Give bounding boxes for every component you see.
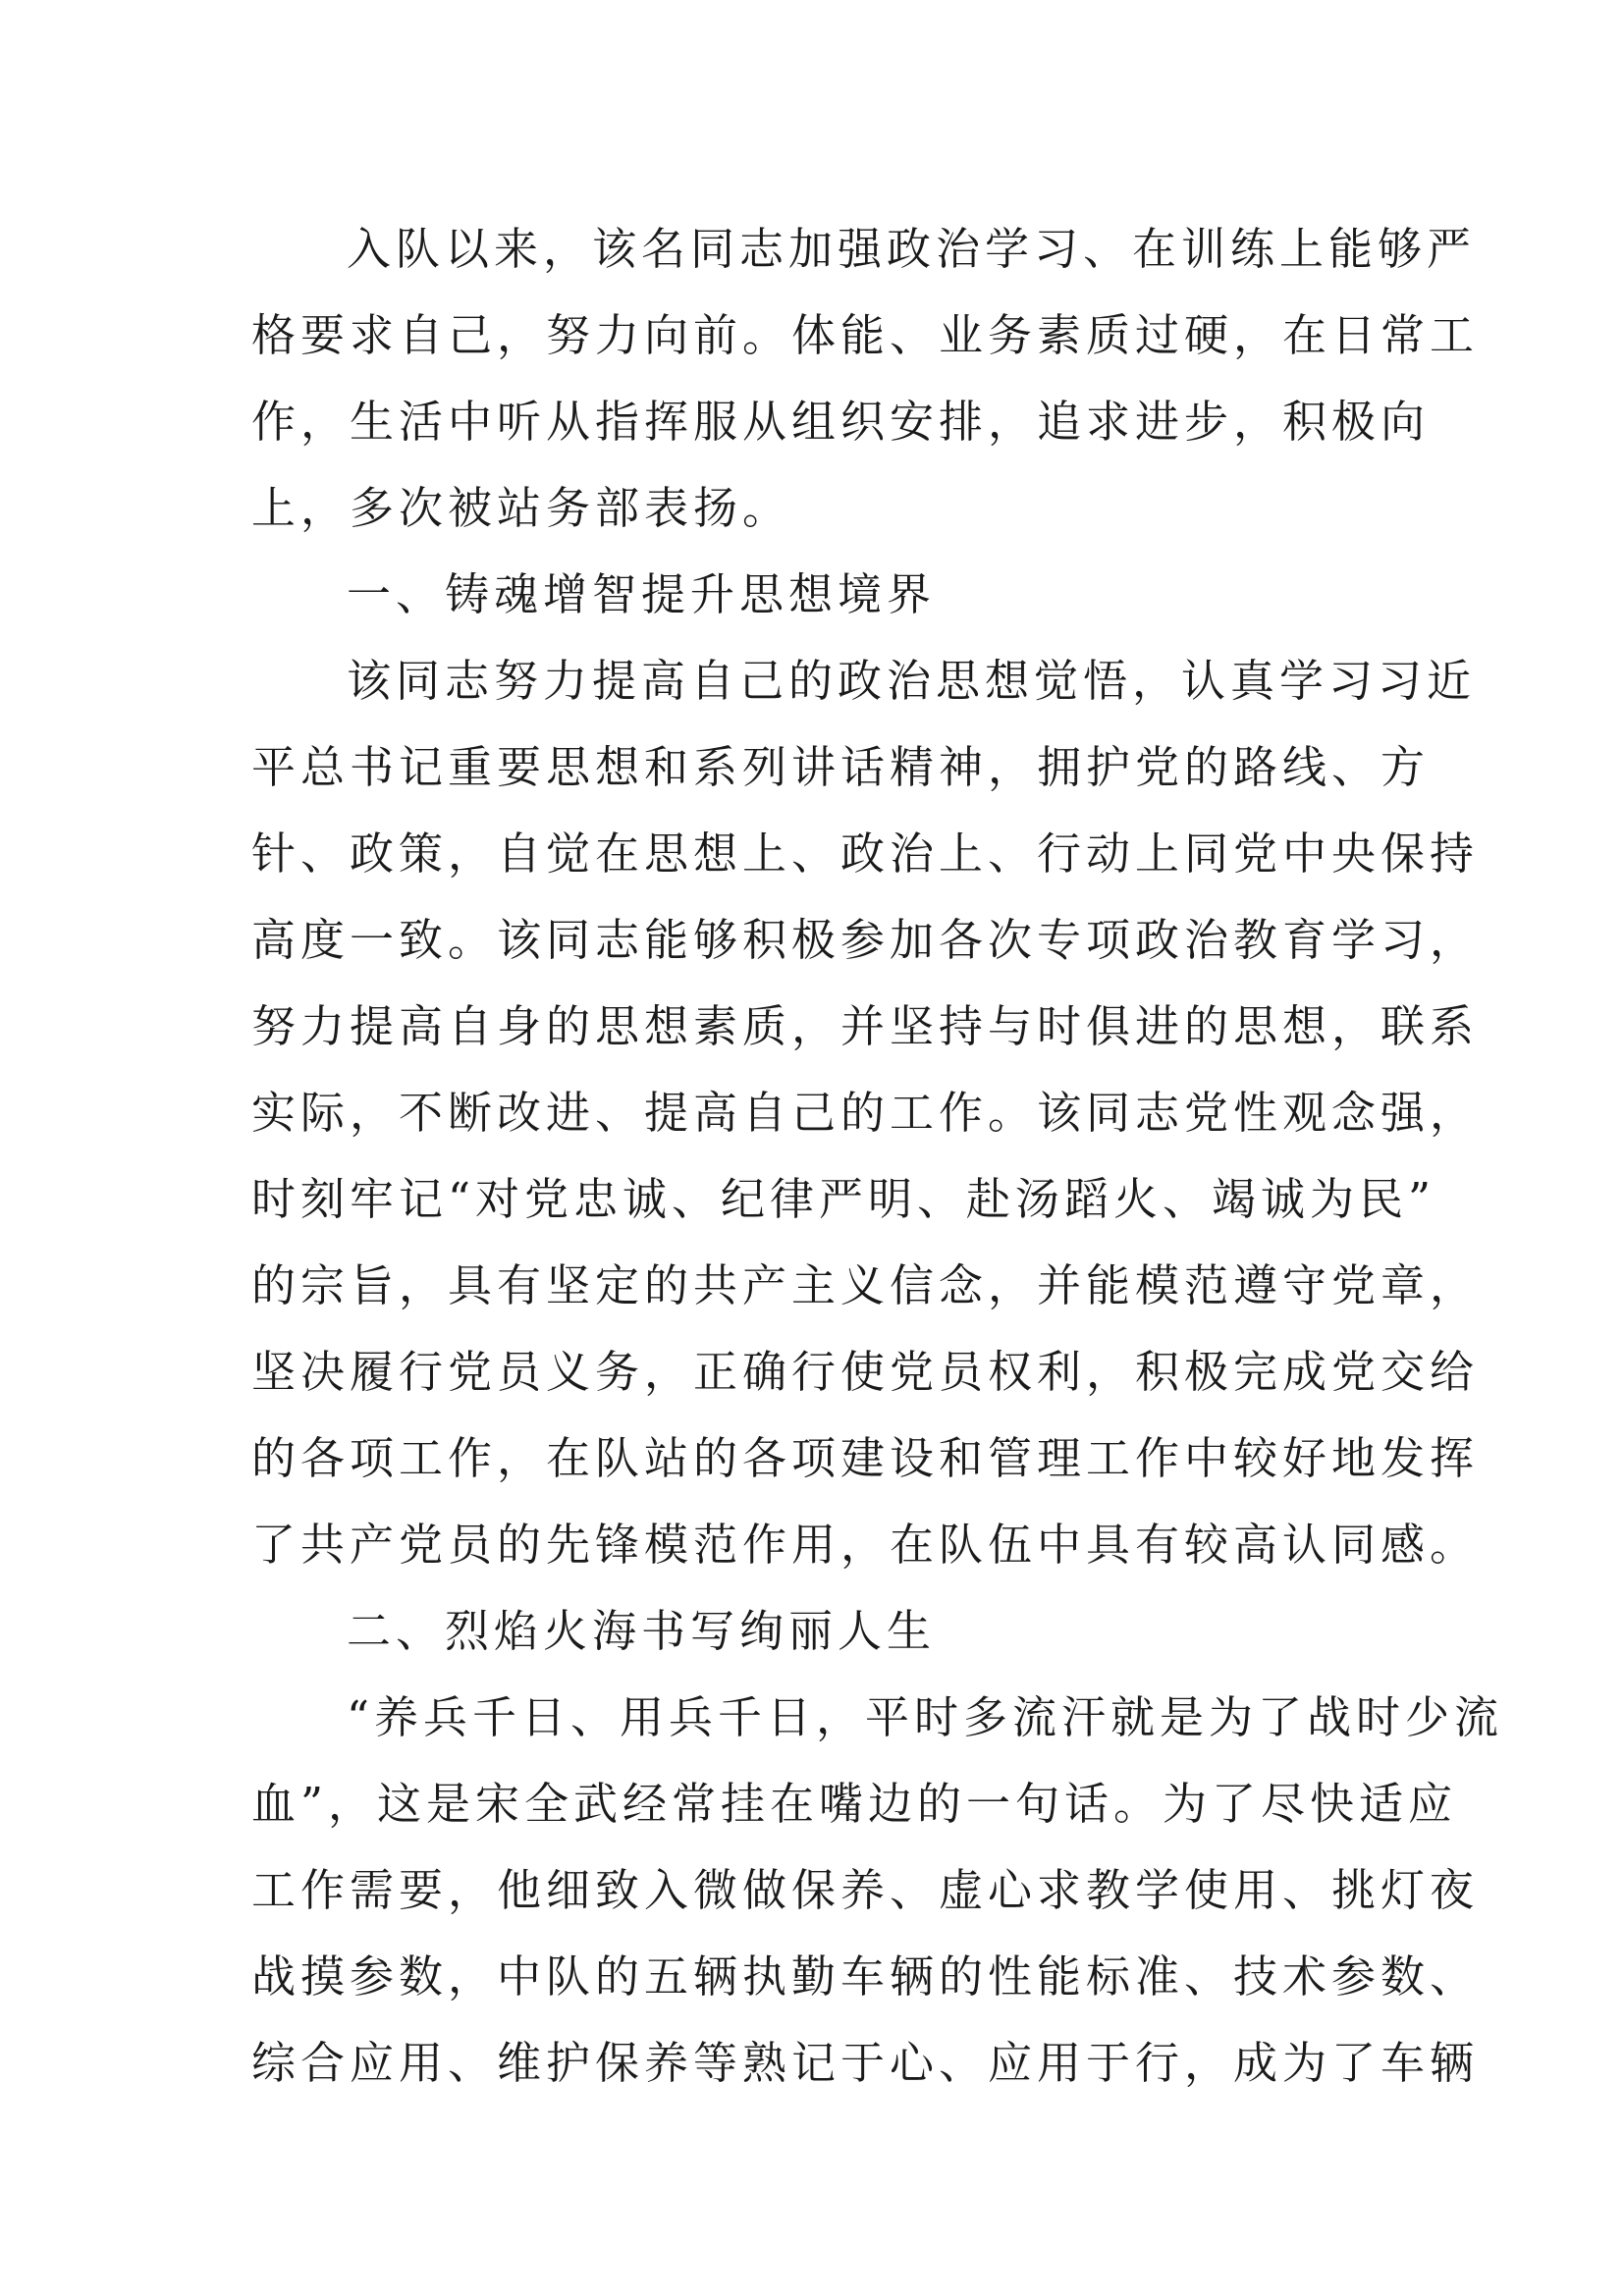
paragraph-2-line-2: 平总书记重要思想和系列讲话精神，拥护党的路线、方 xyxy=(251,741,1431,793)
paragraph-1-line-3: 作，生活中听从指挥服从组织安排，追求进步，积极向 xyxy=(251,396,1431,448)
paragraph-2-line-4: 高度一致。该同志能够积极参加各次专项政治教育学习， xyxy=(251,914,1480,966)
paragraph-3-line-5: 综合应用、维护保养等熟记于心、应用于行，成为了车辆 xyxy=(251,2037,1480,2089)
paragraph-2-line-7: 时刻牢记“对党忠诚、纪律严明、赴汤蹈火、竭诚为民” xyxy=(251,1173,1436,1225)
paragraph-1-line-4: 上，多次被站务部表扬。 xyxy=(251,482,792,534)
paragraph-3-line-3: 工作需要，他细致入微做保养、虚心求教学使用、挑灯夜 xyxy=(251,1864,1480,1916)
paragraph-2-line-8: 的宗旨，具有坚定的共产主义信念，并能模范遵守党章， xyxy=(251,1259,1480,1311)
paragraph-2-line-11: 了共产党员的先锋模范作用，在队伍中具有较高认同感。 xyxy=(251,1519,1480,1571)
paragraph-2-line-5: 努力提高自身的思想素质，并坚持与时俱进的思想，联系 xyxy=(251,1000,1480,1052)
paragraph-2-line-9: 坚决履行党员义务，正确行使党员权利，积极完成党交给 xyxy=(251,1346,1480,1398)
paragraph-1-line-2: 格要求自己，努力向前。体能、业务素质过硬，在日常工 xyxy=(251,309,1480,361)
paragraph-2-line-3: 针、政策，自觉在思想上、政治上、行动上同党中央保持 xyxy=(251,828,1480,880)
paragraph-3-line-1: “养兵千日、用兵千日，平时多流汗就是为了战时少流 xyxy=(347,1691,1504,1743)
paragraph-2-line-6: 实际，不断改进、提高自己的工作。该同志党性观念强， xyxy=(251,1087,1480,1139)
paragraph-2-line-10: 的各项工作，在队站的各项建设和管理工作中较好地发挥 xyxy=(251,1432,1480,1484)
paragraph-3-line-2: 血”，这是宋全武经常挂在嘴边的一句话。为了尽快适应 xyxy=(251,1778,1458,1830)
section-heading-1: 一、铸魂增智提升思想境界 xyxy=(347,568,937,620)
document-body xyxy=(251,206,1504,2107)
section-heading-2: 二、烈焰火海书写绚丽人生 xyxy=(347,1605,937,1657)
paragraph-2-line-1: 该同志努力提高自己的政治思想觉悟，认真学习习近 xyxy=(347,655,1477,707)
paragraph-3-line-4: 战摸参数，中队的五辆执勤车辆的性能标准、技术参数、 xyxy=(251,1950,1480,2002)
paragraph-1-line-1: 入队以来，该名同志加强政治学习、在训练上能够严 xyxy=(347,223,1477,275)
